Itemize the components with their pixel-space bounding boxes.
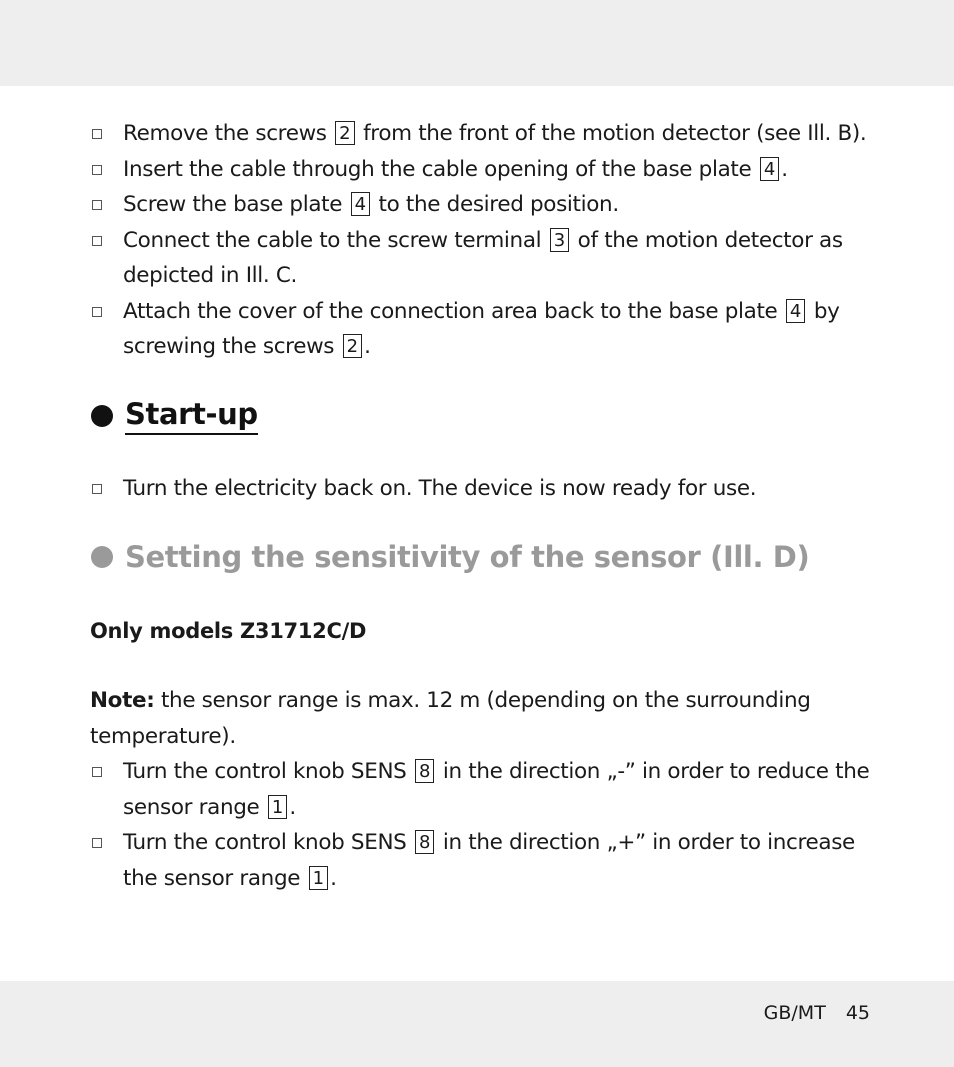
bullet-dot-icon: [91, 405, 113, 427]
ref-number: 2: [343, 334, 362, 358]
checkbox-icon: [92, 236, 102, 246]
checkbox-icon: [92, 129, 102, 139]
ref-number: 1: [309, 866, 328, 890]
sensitivity-heading: Setting the sensitivity of the sensor (Ill. D): [90, 540, 870, 574]
region-code: GB/MT: [763, 1002, 826, 1024]
page-number: 45: [845, 1002, 870, 1024]
ref-number: 3: [550, 228, 569, 252]
ref-number: 1: [268, 795, 287, 819]
sensitivity-steps: [90, 754, 870, 896]
step-reduce-range: Turn the control knob SENS 8 in the direction „-” in order to reduce the sensor range 1 .: [90, 754, 870, 825]
step-electricity-on: Turn the electricity back on. The device is now ready for use.: [90, 471, 870, 507]
step-connect-cable: Connect the cable to the screw terminal 3 of the motion detector as depicted in Ill. C.: [90, 223, 870, 294]
checkbox-icon: [92, 484, 102, 494]
note-label: Note:: [90, 688, 155, 713]
ref-number: 4: [351, 192, 370, 216]
ref-number: 8: [415, 830, 434, 854]
ref-number: 4: [786, 299, 805, 323]
ref-number: 8: [415, 759, 434, 783]
step-insert-cable: Insert the cable through the cable opening of the base plate 4 .: [90, 152, 870, 188]
page-footer: [700, 1002, 870, 1024]
checkbox-icon: [92, 200, 102, 210]
installation-steps: [90, 116, 870, 365]
models-subheading: Only models Z31712C/D: [90, 619, 367, 643]
checkbox-icon: [92, 307, 102, 317]
ref-number: 4: [760, 157, 779, 181]
startup-heading: Start-up: [90, 397, 870, 435]
bottom-band: [0, 981, 954, 1067]
checkbox-icon: [92, 165, 102, 175]
step-screw-base-plate: Screw the base plate 4 to the desired position.: [90, 187, 870, 223]
step-increase-range: Turn the control knob SENS 8 in the direction „+” in order to increase the sensor range 1 .: [90, 825, 870, 896]
page-content: [90, 116, 870, 896]
step-remove-screws: Remove the screws 2 from the front of the motion detector (see Ill. B).: [90, 116, 870, 152]
top-band: [0, 0, 954, 86]
bullet-dot-icon: [91, 546, 113, 568]
ref-number: 2: [335, 121, 354, 145]
startup-steps: [90, 471, 870, 507]
step-attach-cover: Attach the cover of the connection area back to the base plate 4 by screwing the screws 2 .: [90, 294, 870, 365]
note-paragraph: Note: the sensor range is max. 12 m (depending on the surrounding temperature).: [90, 688, 811, 749]
checkbox-icon: [92, 767, 102, 777]
checkbox-icon: [92, 838, 102, 848]
